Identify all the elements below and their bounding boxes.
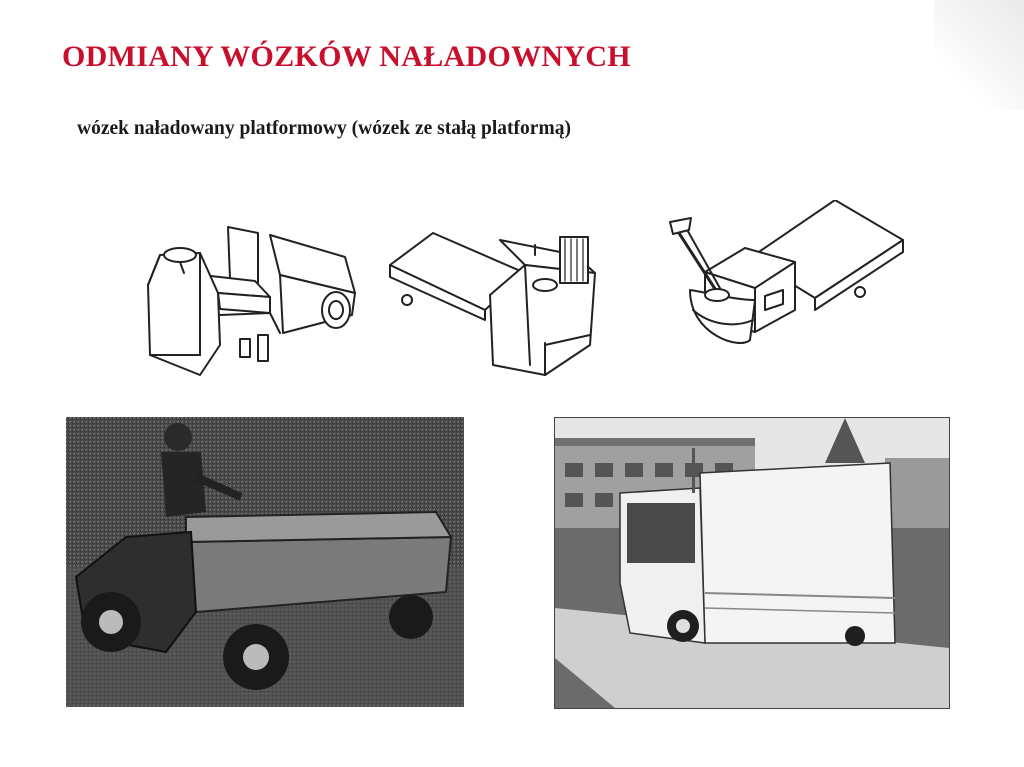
slide-title: ODMIANY WÓZKÓW NAŁADOWNYCH — [62, 40, 631, 73]
photo-open-body-truck — [66, 417, 464, 707]
photo-box-body-truck — [555, 418, 949, 708]
drawing-tiller-truck — [665, 200, 905, 365]
drawing-seated-truck-left — [140, 215, 365, 395]
corner-shadow — [934, 0, 1024, 110]
slide-subtitle: wózek naładowany platformowy (wózek ze stałą platformą) — [77, 118, 571, 139]
drawing-seated-truck-platform — [385, 225, 605, 390]
